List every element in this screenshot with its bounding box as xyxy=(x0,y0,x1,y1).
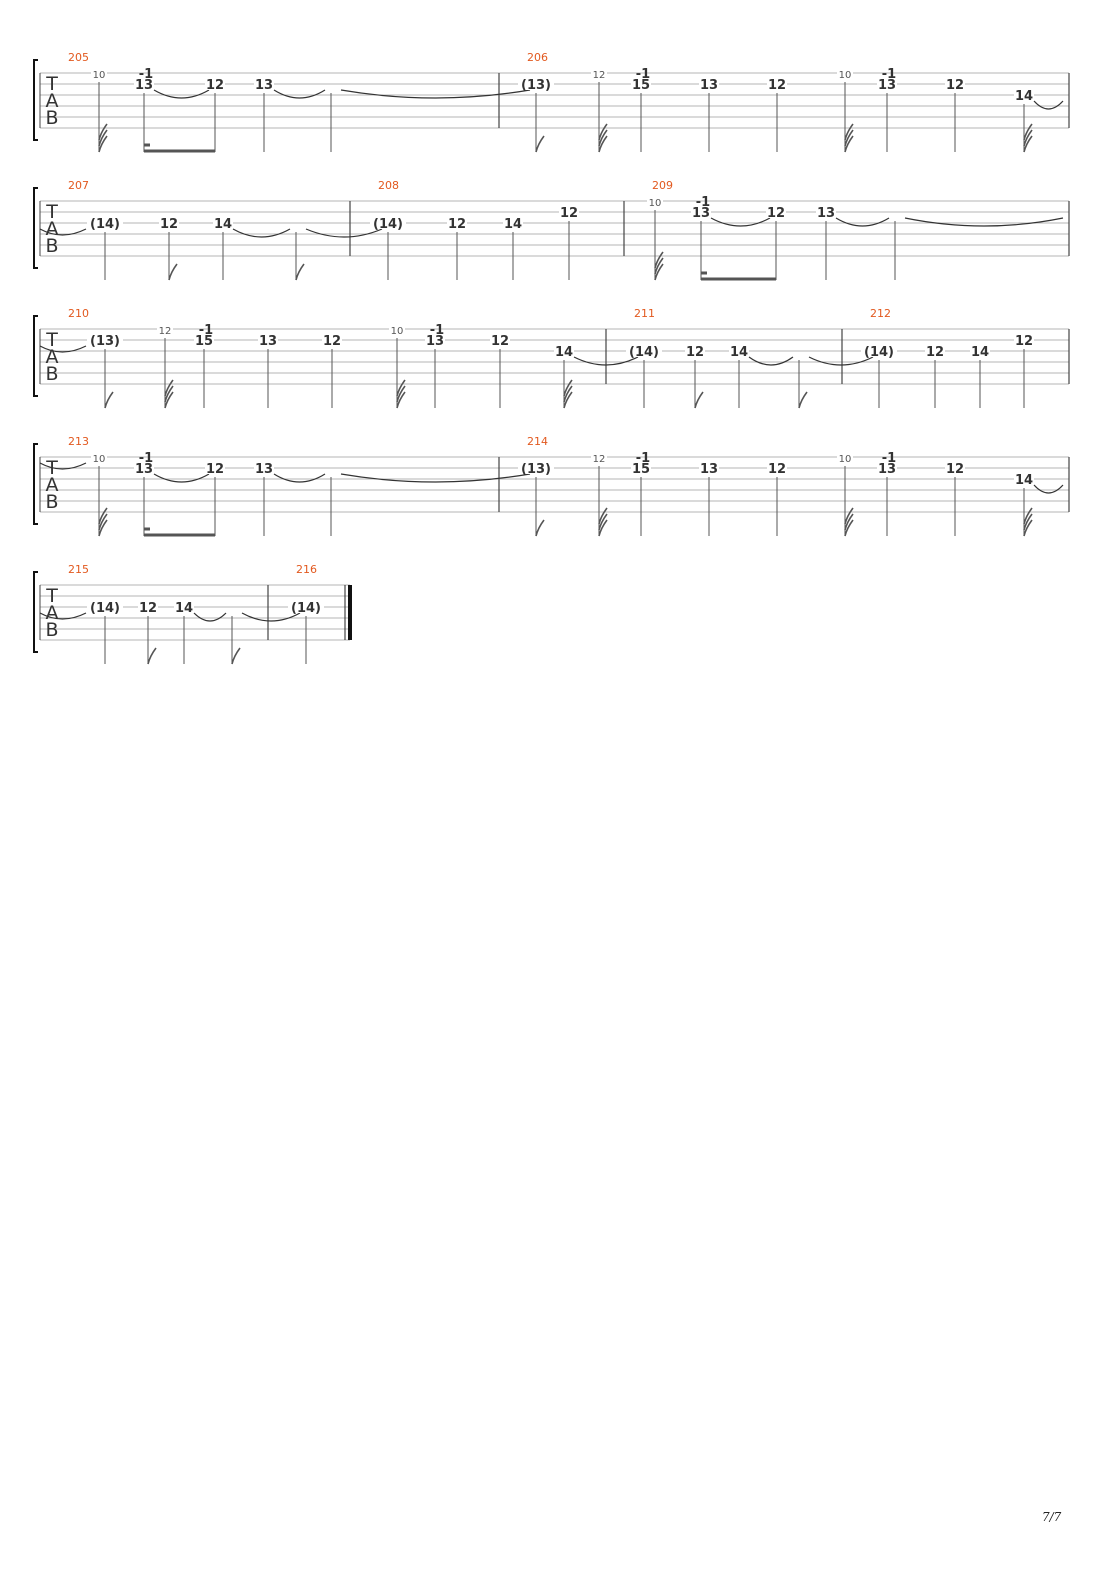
fret-number: 12 xyxy=(158,326,172,337)
page-number: 7/7 xyxy=(1042,1510,1062,1524)
fret-number: 10 xyxy=(648,198,662,209)
measure-number: 213 xyxy=(68,435,89,448)
fret-number: 13 xyxy=(816,206,836,221)
fret-number: 14 xyxy=(554,345,574,360)
fret-number: 10 xyxy=(838,454,852,465)
fret-number: 12 xyxy=(925,345,945,360)
fret-number: 12 xyxy=(447,217,467,232)
fret-number: 10 xyxy=(390,326,404,337)
tie-arc xyxy=(274,474,325,482)
note-flag xyxy=(296,264,304,280)
fret-number: (14) xyxy=(629,345,659,360)
fret-number: 14 xyxy=(503,217,523,232)
fret-number: 14 xyxy=(174,601,194,616)
fret-number: (14) xyxy=(291,601,321,616)
fret-number: (13) xyxy=(521,78,551,93)
fret-number: 13 xyxy=(134,462,154,477)
tab-clef-letter: B xyxy=(45,363,59,385)
tie-arc xyxy=(194,613,226,621)
measure-number: 216 xyxy=(296,563,317,576)
bend-annotation: -1 xyxy=(881,451,897,466)
fret-number: 12 xyxy=(559,206,579,221)
tie-arc xyxy=(711,218,770,226)
tie-arc xyxy=(154,90,209,98)
measure-number: 205 xyxy=(68,51,89,64)
tab-clef-letter: B xyxy=(45,491,59,513)
tab-clef-letter: B xyxy=(45,619,59,641)
note-flag xyxy=(799,392,807,408)
tab-clef-letter: A xyxy=(45,602,59,624)
fret-number: 10 xyxy=(838,70,852,81)
fret-number: 12 xyxy=(767,78,787,93)
measure-number: 215 xyxy=(68,563,89,576)
bend-annotation: -1 xyxy=(635,67,651,82)
fret-number: 13 xyxy=(691,206,711,221)
fret-number: 13 xyxy=(877,78,897,93)
system-bracket xyxy=(34,60,38,140)
tab-clef-letter: B xyxy=(45,235,59,257)
system-bracket xyxy=(34,444,38,524)
bend-annotation: -1 xyxy=(138,67,154,82)
measure-number: 207 xyxy=(68,179,89,192)
tie-arc xyxy=(341,90,530,98)
fret-number: 15 xyxy=(194,334,214,349)
tab-clef-letter: T xyxy=(46,585,58,607)
tab-clef-letter: T xyxy=(46,73,58,95)
system-bracket xyxy=(34,572,38,652)
fret-number: 15 xyxy=(631,78,651,93)
fret-number: 14 xyxy=(213,217,233,232)
measure-number: 212 xyxy=(870,307,891,320)
fret-number: 13 xyxy=(254,462,274,477)
measure-number: 214 xyxy=(527,435,548,448)
tie-arc xyxy=(1034,101,1063,109)
fret-number: 12 xyxy=(592,70,606,81)
measure-number: 210 xyxy=(68,307,89,320)
fret-number: (14) xyxy=(864,345,894,360)
fret-number: 10 xyxy=(92,454,106,465)
note-flag xyxy=(105,392,113,408)
tab-clef-letter: A xyxy=(45,346,59,368)
tab-clef-letter: T xyxy=(46,457,58,479)
fret-number: 12 xyxy=(767,462,787,477)
note-flag xyxy=(695,392,703,408)
note-flag xyxy=(148,648,156,664)
fret-number: 13 xyxy=(254,78,274,93)
fret-number: 14 xyxy=(1014,89,1034,104)
fret-number: 13 xyxy=(425,334,445,349)
bend-annotation: -1 xyxy=(881,67,897,82)
fret-number: 13 xyxy=(258,334,278,349)
fret-number: 12 xyxy=(205,462,225,477)
fret-number: 12 xyxy=(945,462,965,477)
bend-annotation: -1 xyxy=(429,323,445,338)
measure-number: 206 xyxy=(527,51,548,64)
tie-arc xyxy=(233,229,290,237)
fret-number: 12 xyxy=(592,454,606,465)
tab-clef-letter: B xyxy=(45,107,59,129)
tie-arc xyxy=(905,218,1063,226)
fret-number: 12 xyxy=(322,334,342,349)
fret-number: 13 xyxy=(699,78,719,93)
note-flag xyxy=(232,648,240,664)
tie-arc xyxy=(749,357,793,365)
fret-number: 13 xyxy=(699,462,719,477)
tab-clef-letter: T xyxy=(46,201,58,223)
fret-number: 10 xyxy=(92,70,106,81)
fret-number: 13 xyxy=(134,78,154,93)
fret-number: 15 xyxy=(631,462,651,477)
note-flag xyxy=(536,520,544,536)
tab-clef-letter: A xyxy=(45,474,59,496)
bend-annotation: -1 xyxy=(635,451,651,466)
bend-annotation: -1 xyxy=(198,323,214,338)
tie-arc xyxy=(306,229,382,237)
fret-number: (14) xyxy=(90,217,120,232)
fret-number: (13) xyxy=(90,334,120,349)
fret-number: (13) xyxy=(521,462,551,477)
fret-number: 14 xyxy=(970,345,990,360)
note-flag xyxy=(536,136,544,152)
tie-arc xyxy=(274,90,325,98)
tie-arc xyxy=(1034,485,1063,493)
system-bracket xyxy=(34,316,38,396)
fret-number: 12 xyxy=(159,217,179,232)
fret-number: 12 xyxy=(138,601,158,616)
tab-clef-letter: T xyxy=(46,329,58,351)
fret-number: 12 xyxy=(766,206,786,221)
note-flag xyxy=(169,264,177,280)
bend-annotation: -1 xyxy=(695,195,711,210)
fret-number: (14) xyxy=(373,217,403,232)
fret-number: 13 xyxy=(877,462,897,477)
bend-annotation: -1 xyxy=(138,451,154,466)
fret-number: 12 xyxy=(945,78,965,93)
fret-number: (14) xyxy=(90,601,120,616)
tab-clef-letter: A xyxy=(45,218,59,240)
fret-number: 12 xyxy=(1014,334,1034,349)
measure-number: 209 xyxy=(652,179,673,192)
tie-arc xyxy=(154,474,209,482)
fret-number: 14 xyxy=(729,345,749,360)
measure-number: 211 xyxy=(634,307,655,320)
fret-number: 12 xyxy=(685,345,705,360)
tie-arc xyxy=(836,218,889,226)
fret-number: 12 xyxy=(490,334,510,349)
tab-clef-letter: A xyxy=(45,90,59,112)
fret-number: 12 xyxy=(205,78,225,93)
measure-number: 208 xyxy=(378,179,399,192)
tie-arc xyxy=(341,474,530,482)
fret-number: 14 xyxy=(1014,473,1034,488)
system-bracket xyxy=(34,188,38,268)
